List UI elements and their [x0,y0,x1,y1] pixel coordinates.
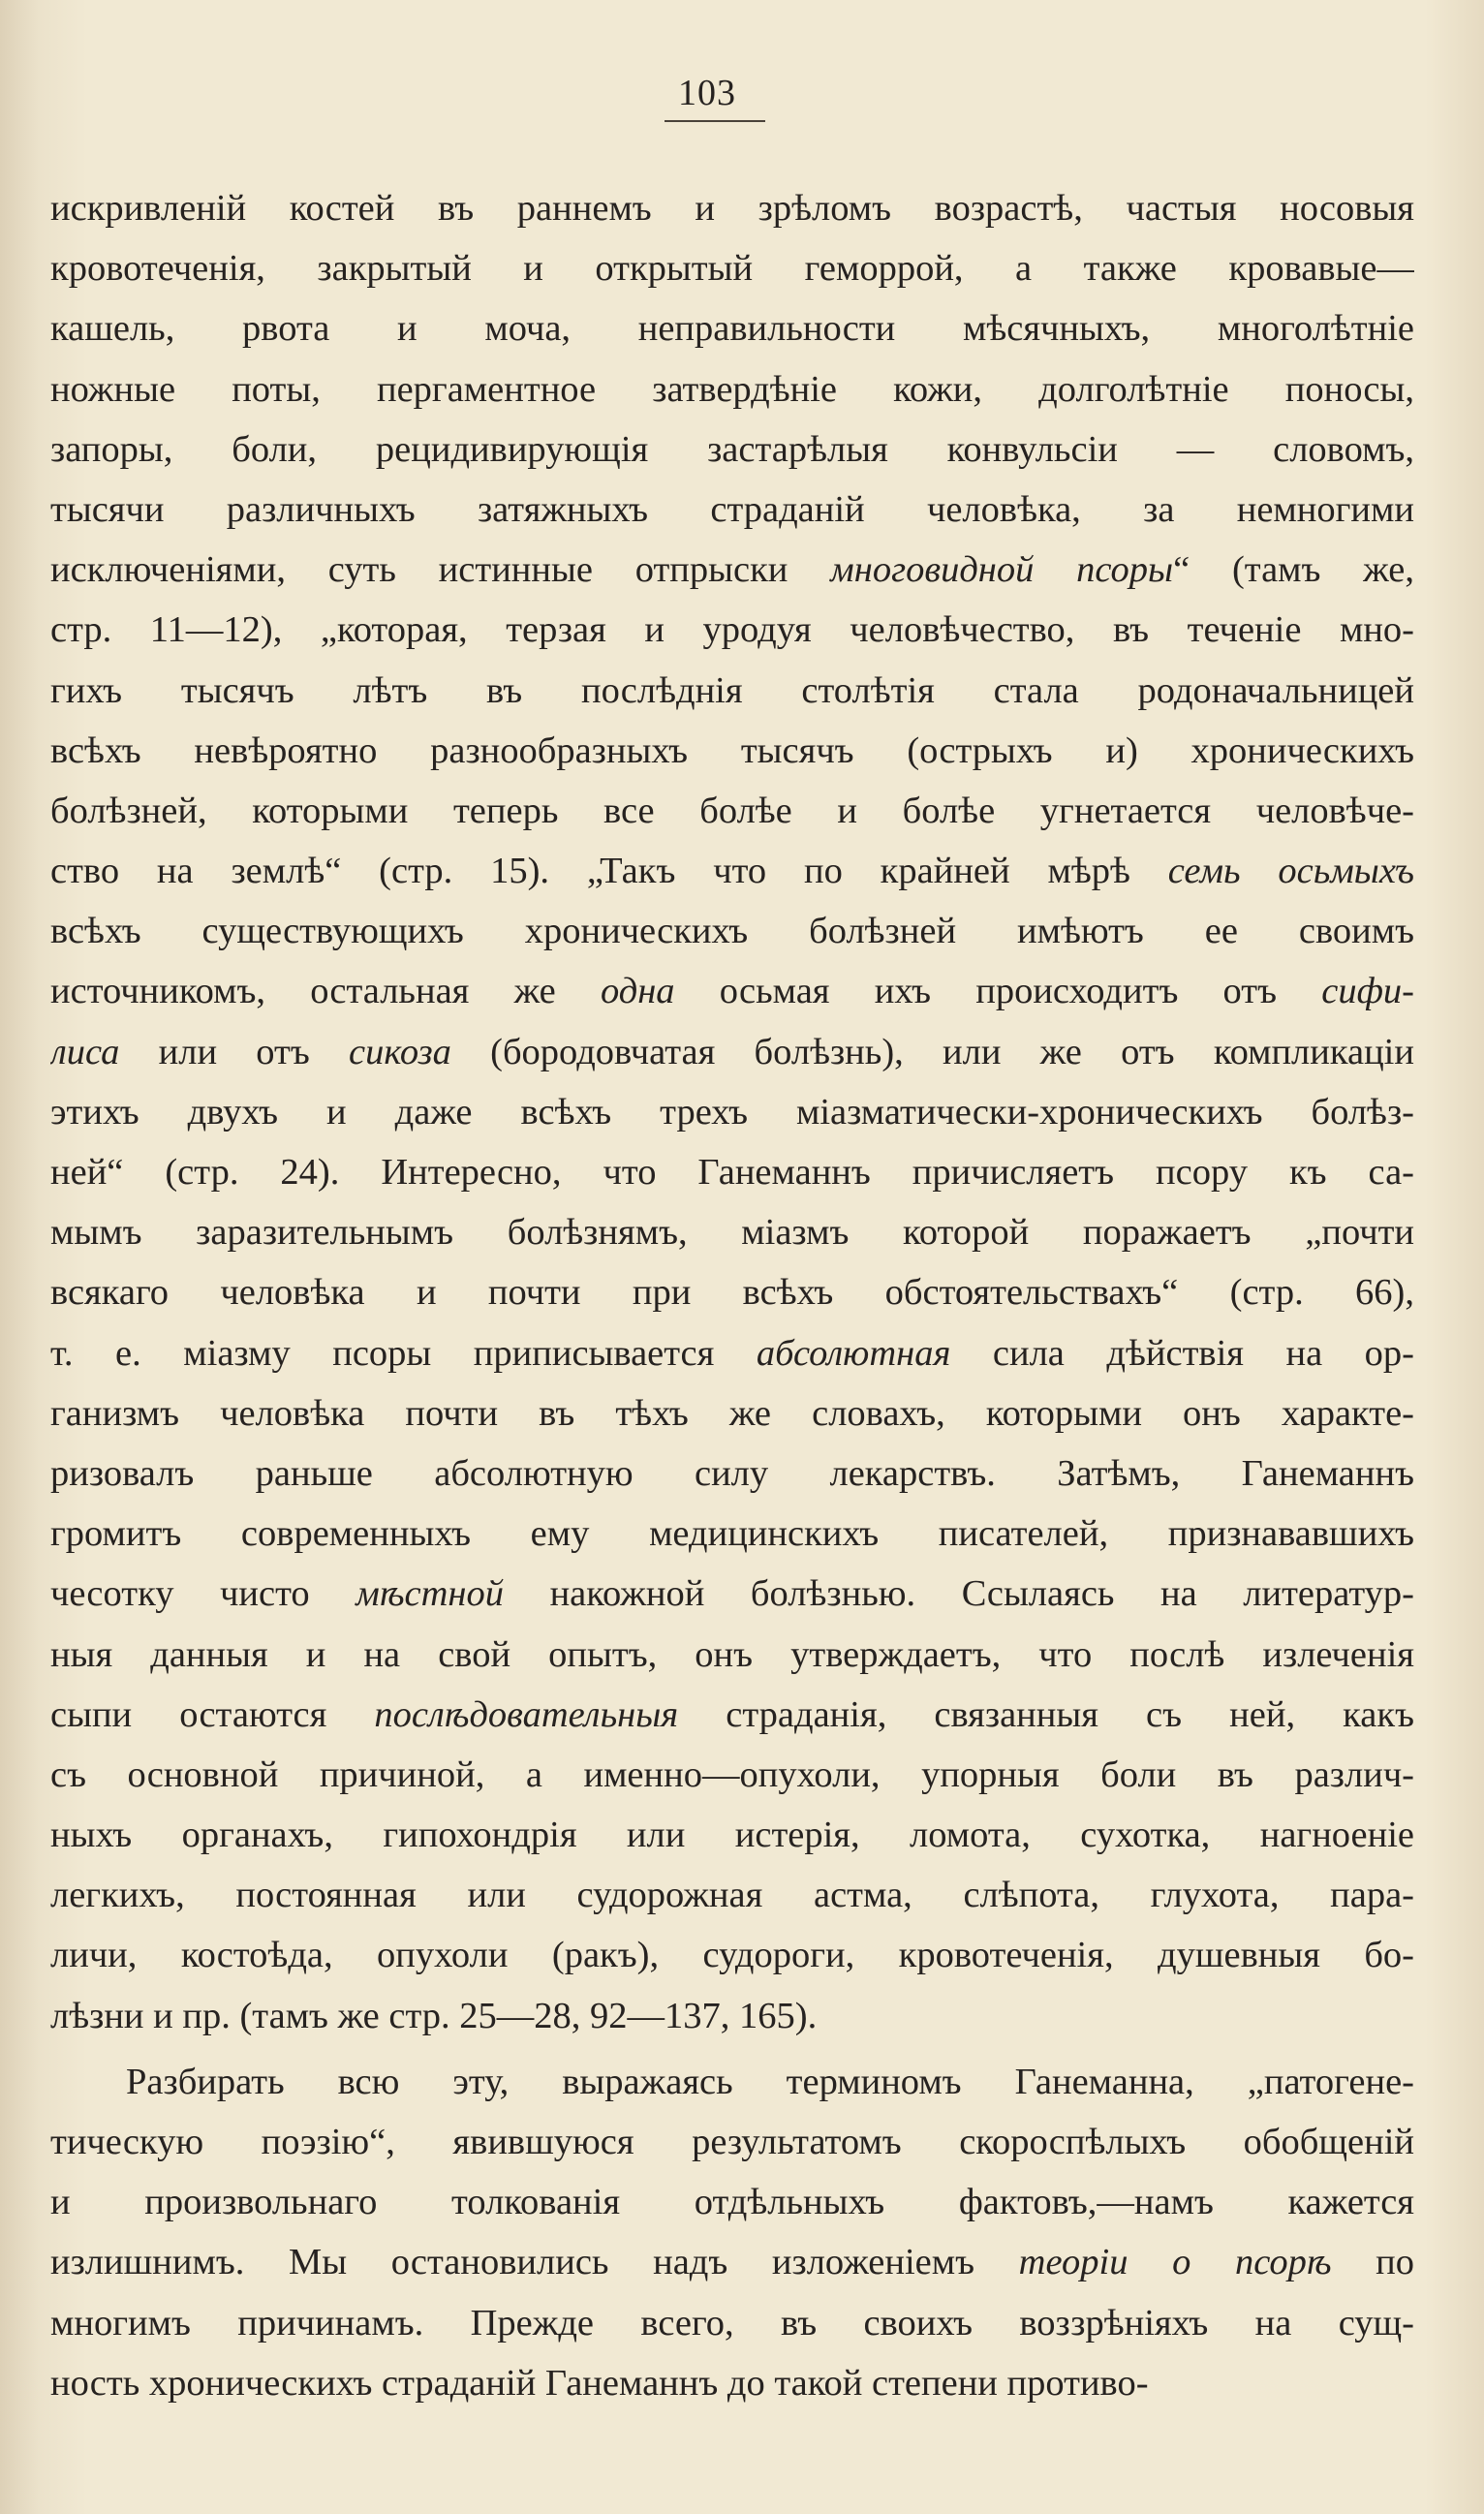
text-line: сыпи остаются послѣдовательныя страданія, связанныя съ ней, какъ [50,1693,1414,1735]
page-number-underline [665,120,765,122]
italic-phrase: многовидной псоры [830,549,1174,591]
text-line: личи, костоѣда, опухоли (ракъ), судороги, кровотеченія, душевныя бо- [50,1935,1414,1976]
text-line: громитъ современныхъ ему медицинскихъ писателей, признававшихъ [50,1513,1414,1555]
text-line: Разбирать всю эту, выражаясь терминомъ Ганеманна, „патогене- [126,2061,1414,2102]
text-line: всѣхъ существующихъ хроническихъ болѣзней имѣютъ ее своимъ [50,911,1414,952]
paragraph-2 [50,2052,1414,2413]
text-line: ножные поты, пергаментное затвердѣніе кожи, долголѣтніе поносы, [50,368,1414,410]
text-line: исключеніями, суть истинные отпрыски многовидной псоры“ (тамъ же, [50,549,1414,591]
text-line: источникомъ, остальная же одна осьмая ихъ происходитъ отъ сифи- [50,971,1414,1012]
text-line: искривленій костей въ раннемъ и зрѣломъ возрастѣ, частыя носовыя [50,188,1414,229]
text-line: ганизмъ человѣка почти въ тѣхъ же словахъ, которыми онъ характе- [50,1392,1414,1434]
text-line: ныя данныя и на свой опытъ, онъ утверждаетъ, что послѣ излеченія [50,1633,1414,1675]
text-line: ность хроническихъ страданій Ганеманнъ до такой степени противо- [50,2362,1149,2404]
text-line: тысячи различныхъ затяжныхъ страданій человѣка, за немногими [50,488,1414,530]
text-line: лиса или отъ сикоза (бородовчатая болѣзнь), или же отъ компликаціи [50,1031,1414,1072]
text-line: т. е. міазму псоры приписывается абсолютная сила дѣйствія на ор- [50,1332,1414,1374]
text-line: болѣзней, которыми теперь все болѣе и болѣе угнетается человѣче- [50,790,1414,831]
text-line: ныхъ органахъ, гипохондрія или истерія, ломота, сухотка, нагноеніе [50,1815,1414,1856]
text-line: чесотку чисто мѣстной накожной болѣзнью. Ссылаясь на литератур- [50,1573,1414,1615]
text-line: тическую поэзію“, явившуюся результатомъ скороспѣлыхъ обобщеній [50,2122,1414,2162]
paragraph-1 [50,178,1414,2046]
text-line: ство на землѣ“ (стр. 15). „Такъ что по крайней мѣрѣ семь осьмыхъ [50,851,1414,892]
text-line: кашель, рвота и моча, неправильности мѣсячныхъ, многолѣтніе [50,308,1414,350]
italic-phrase: абсолютная [756,1332,951,1374]
italic-phrase: сикоза [349,1031,451,1072]
text-line: многимъ причинамъ. Прежде всего, въ своихъ воззрѣніяхъ на сущ- [50,2302,1414,2343]
text-line: гихъ тысячъ лѣтъ въ послѣднія столѣтія стала родоначальницей [50,669,1414,711]
text-line: всѣхъ невѣроятно разнообразныхъ тысячъ (острыхъ и) хроническихъ [50,729,1414,771]
text-line: стр. 11—12), „которая, терзая и уродуя человѣчество, въ теченіе мно- [50,609,1414,651]
text-line: всякаго человѣка и почти при всѣхъ обстоятельствахъ“ (стр. 66), [50,1272,1414,1314]
text-line: ней“ (стр. 24). Интересно, что Ганеманнъ причисляетъ псору къ са- [50,1152,1414,1193]
page-number: 103 [678,73,736,113]
italic-phrase: одна [600,971,675,1012]
text-line: мымъ заразительнымъ болѣзнямъ, міазмъ которой поражаетъ „почти [50,1212,1414,1254]
text-body [50,178,1414,2413]
italic-phrase: теоріи о псорѣ [1018,2242,1332,2283]
text-line: лѣзни и пр. (тамъ же стр. 25—28, 92—137, 165). [50,1995,818,2036]
italic-phrase: семь осьмыхъ [1167,851,1414,892]
text-line: съ основной причиной, а именно—опухоли, упорныя боли въ различ- [50,1754,1414,1795]
italic-phrase: послѣдовательныя [374,1693,679,1735]
text-line: ризовалъ раньше абсолютную силу лекарствъ. Затѣмъ, Ганеманнъ [50,1452,1414,1494]
text-line: запоры, боли, рецидивирующія застарѣлыя конвульсіи — словомъ, [50,428,1414,470]
italic-phrase: сифи- [1321,971,1414,1012]
text-line: и произвольнаго толкованія отдѣльныхъ фактовъ,—намъ кажется [50,2182,1414,2223]
text-line: легкихъ, постоянная или судорожная астма, слѣпота, глухота, пара- [50,1875,1414,1916]
italic-phrase: лиса [50,1031,120,1072]
text-line: излишнимъ. Мы остановились надъ изложеніемъ теоріи о псорѣ по [50,2242,1414,2283]
text-line: кровотеченія, закрытый и открытый геморрой, а также кровавые— [50,248,1414,290]
text-line: этихъ двухъ и даже всѣхъ трехъ міазматически-хроническихъ болѣз- [50,1091,1414,1133]
italic-phrase: мѣстной [356,1573,504,1615]
